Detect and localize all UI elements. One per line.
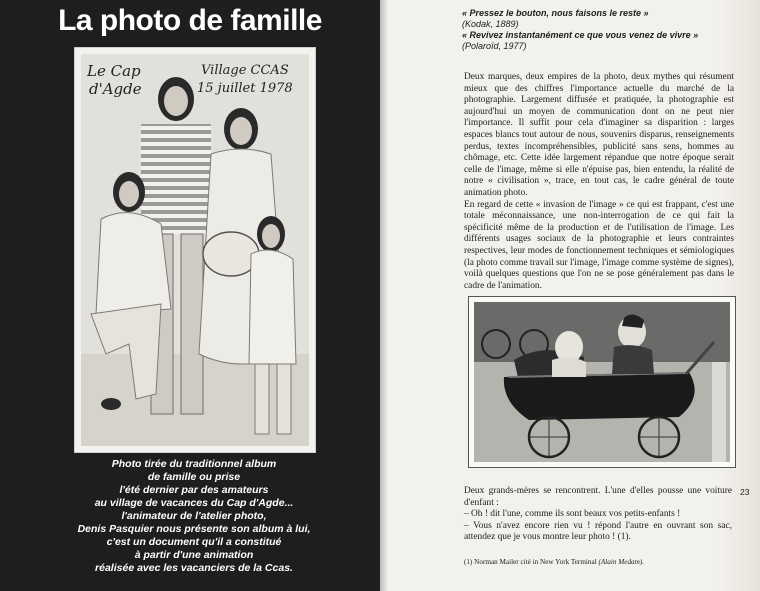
page-number: 23 bbox=[740, 487, 750, 497]
stroller-photo-frame bbox=[468, 296, 736, 468]
caption-line: l'été dernier par des amateurs bbox=[119, 484, 269, 496]
photo-inscription-right-1: Village CCAS bbox=[201, 63, 289, 78]
book-gutter bbox=[380, 0, 388, 591]
caption-line: l'animateur de l'atelier photo, bbox=[121, 510, 267, 522]
article-body bbox=[464, 72, 734, 292]
paragraph-2: En regard de cette « invasion de l'image » ce qui est frappant, c'est une totale méconnaissance, une non-interrogation de ce qui fait la spécificité même de la production et de l'utilisation de l'image. Les différents usages sociaux de la photographie et leurs contraintes respectives, leur modes de fonctionnement techniques et sémiologiques (la photo comme travail sur l'image, l'image comme système de signes), voilà quelques questions que l'on ne se pose généralement pas dans le cadre de l'animation. bbox=[464, 199, 734, 291]
caption-line: c'est un document qu'il a constitué bbox=[106, 536, 282, 548]
page-title: La photo de famille bbox=[58, 4, 322, 37]
photo-inscription-right-2: 15 juillet 1978 bbox=[197, 81, 293, 96]
caption-line: à partir d'une animation bbox=[134, 549, 254, 561]
anecdote-line-3: – Vous n'avez encore rien vu ! répond l'autre en ouvrant son sac, attendez que je vous montre leur photo ! (1). bbox=[464, 520, 732, 543]
anecdote-line-2: – Oh ! dit l'une, comme ils sont beaux vos petits-enfants ! bbox=[464, 509, 681, 520]
caption-line: Denis Pasquier nous présente son album à lui, bbox=[77, 523, 311, 535]
anecdote-text bbox=[464, 486, 732, 544]
caption-line: Photo tirée du traditionnel album bbox=[111, 458, 277, 470]
stroller-photo-illustration bbox=[474, 302, 730, 462]
caption-line: réalisée avec les vacanciers de la Ccas. bbox=[95, 562, 293, 574]
footnote bbox=[464, 558, 754, 567]
quote-kodak: « Pressez le bouton, nous faisons le reste » bbox=[462, 8, 649, 18]
quote-polaroid: « Revivez instantanément ce que vous venez de vivre » bbox=[462, 30, 699, 40]
caption-line: au village de vacances du Cap d'Agde... bbox=[94, 497, 294, 509]
family-photo-frame bbox=[74, 47, 316, 453]
quote-polaroid-source: (Polaroïd, 1977) bbox=[462, 41, 527, 51]
footnote-text: (1) Norman Mailer cité in New York Terminal bbox=[464, 558, 599, 566]
photo-caption bbox=[30, 458, 358, 575]
family-photo-illustration bbox=[81, 54, 309, 446]
caption-line: de famille ou prise bbox=[147, 471, 241, 483]
right-page bbox=[388, 0, 760, 591]
quote-kodak-source: (Kodak, 1889) bbox=[462, 19, 519, 29]
stroller-photo bbox=[474, 302, 730, 462]
footnote-author: (Alain Medam). bbox=[598, 558, 645, 566]
family-photo bbox=[81, 54, 309, 446]
photo-inscription-left-2: d'Agde bbox=[89, 80, 142, 98]
photo-inscription-left-1: Le Cap bbox=[87, 62, 141, 80]
anecdote-line-1: Deux grands-mères se rencontrent. L'une d'elles pousse une voiture d'enfant : bbox=[464, 486, 732, 508]
paragraph-1: Deux marques, deux empires de la photo, deux mythes qui résument mieux que des chiffres l'importance actuelle du marché de la photographie. Largement diffusée et pratiquée, la photographie est aujourd'hui un moyen de communication dont on ne peut nier l'importance. Il suffit pour cela d'imaginer sa disparition : larges espaces blancs tout autour de nous, souvenirs disparus, renseignements perdus, textes incompréhensibles, publicité sans sens, hommes au chômage, etc. Cette idée largement répandue que notre époque serait celle de l'image, même si elle n'épuise pas, bien entendu, la réalité de notre « civilisation », trace, en tout cas, le cadre général de toute animation photo. bbox=[464, 72, 734, 198]
epigraph-quotes bbox=[462, 8, 742, 52]
